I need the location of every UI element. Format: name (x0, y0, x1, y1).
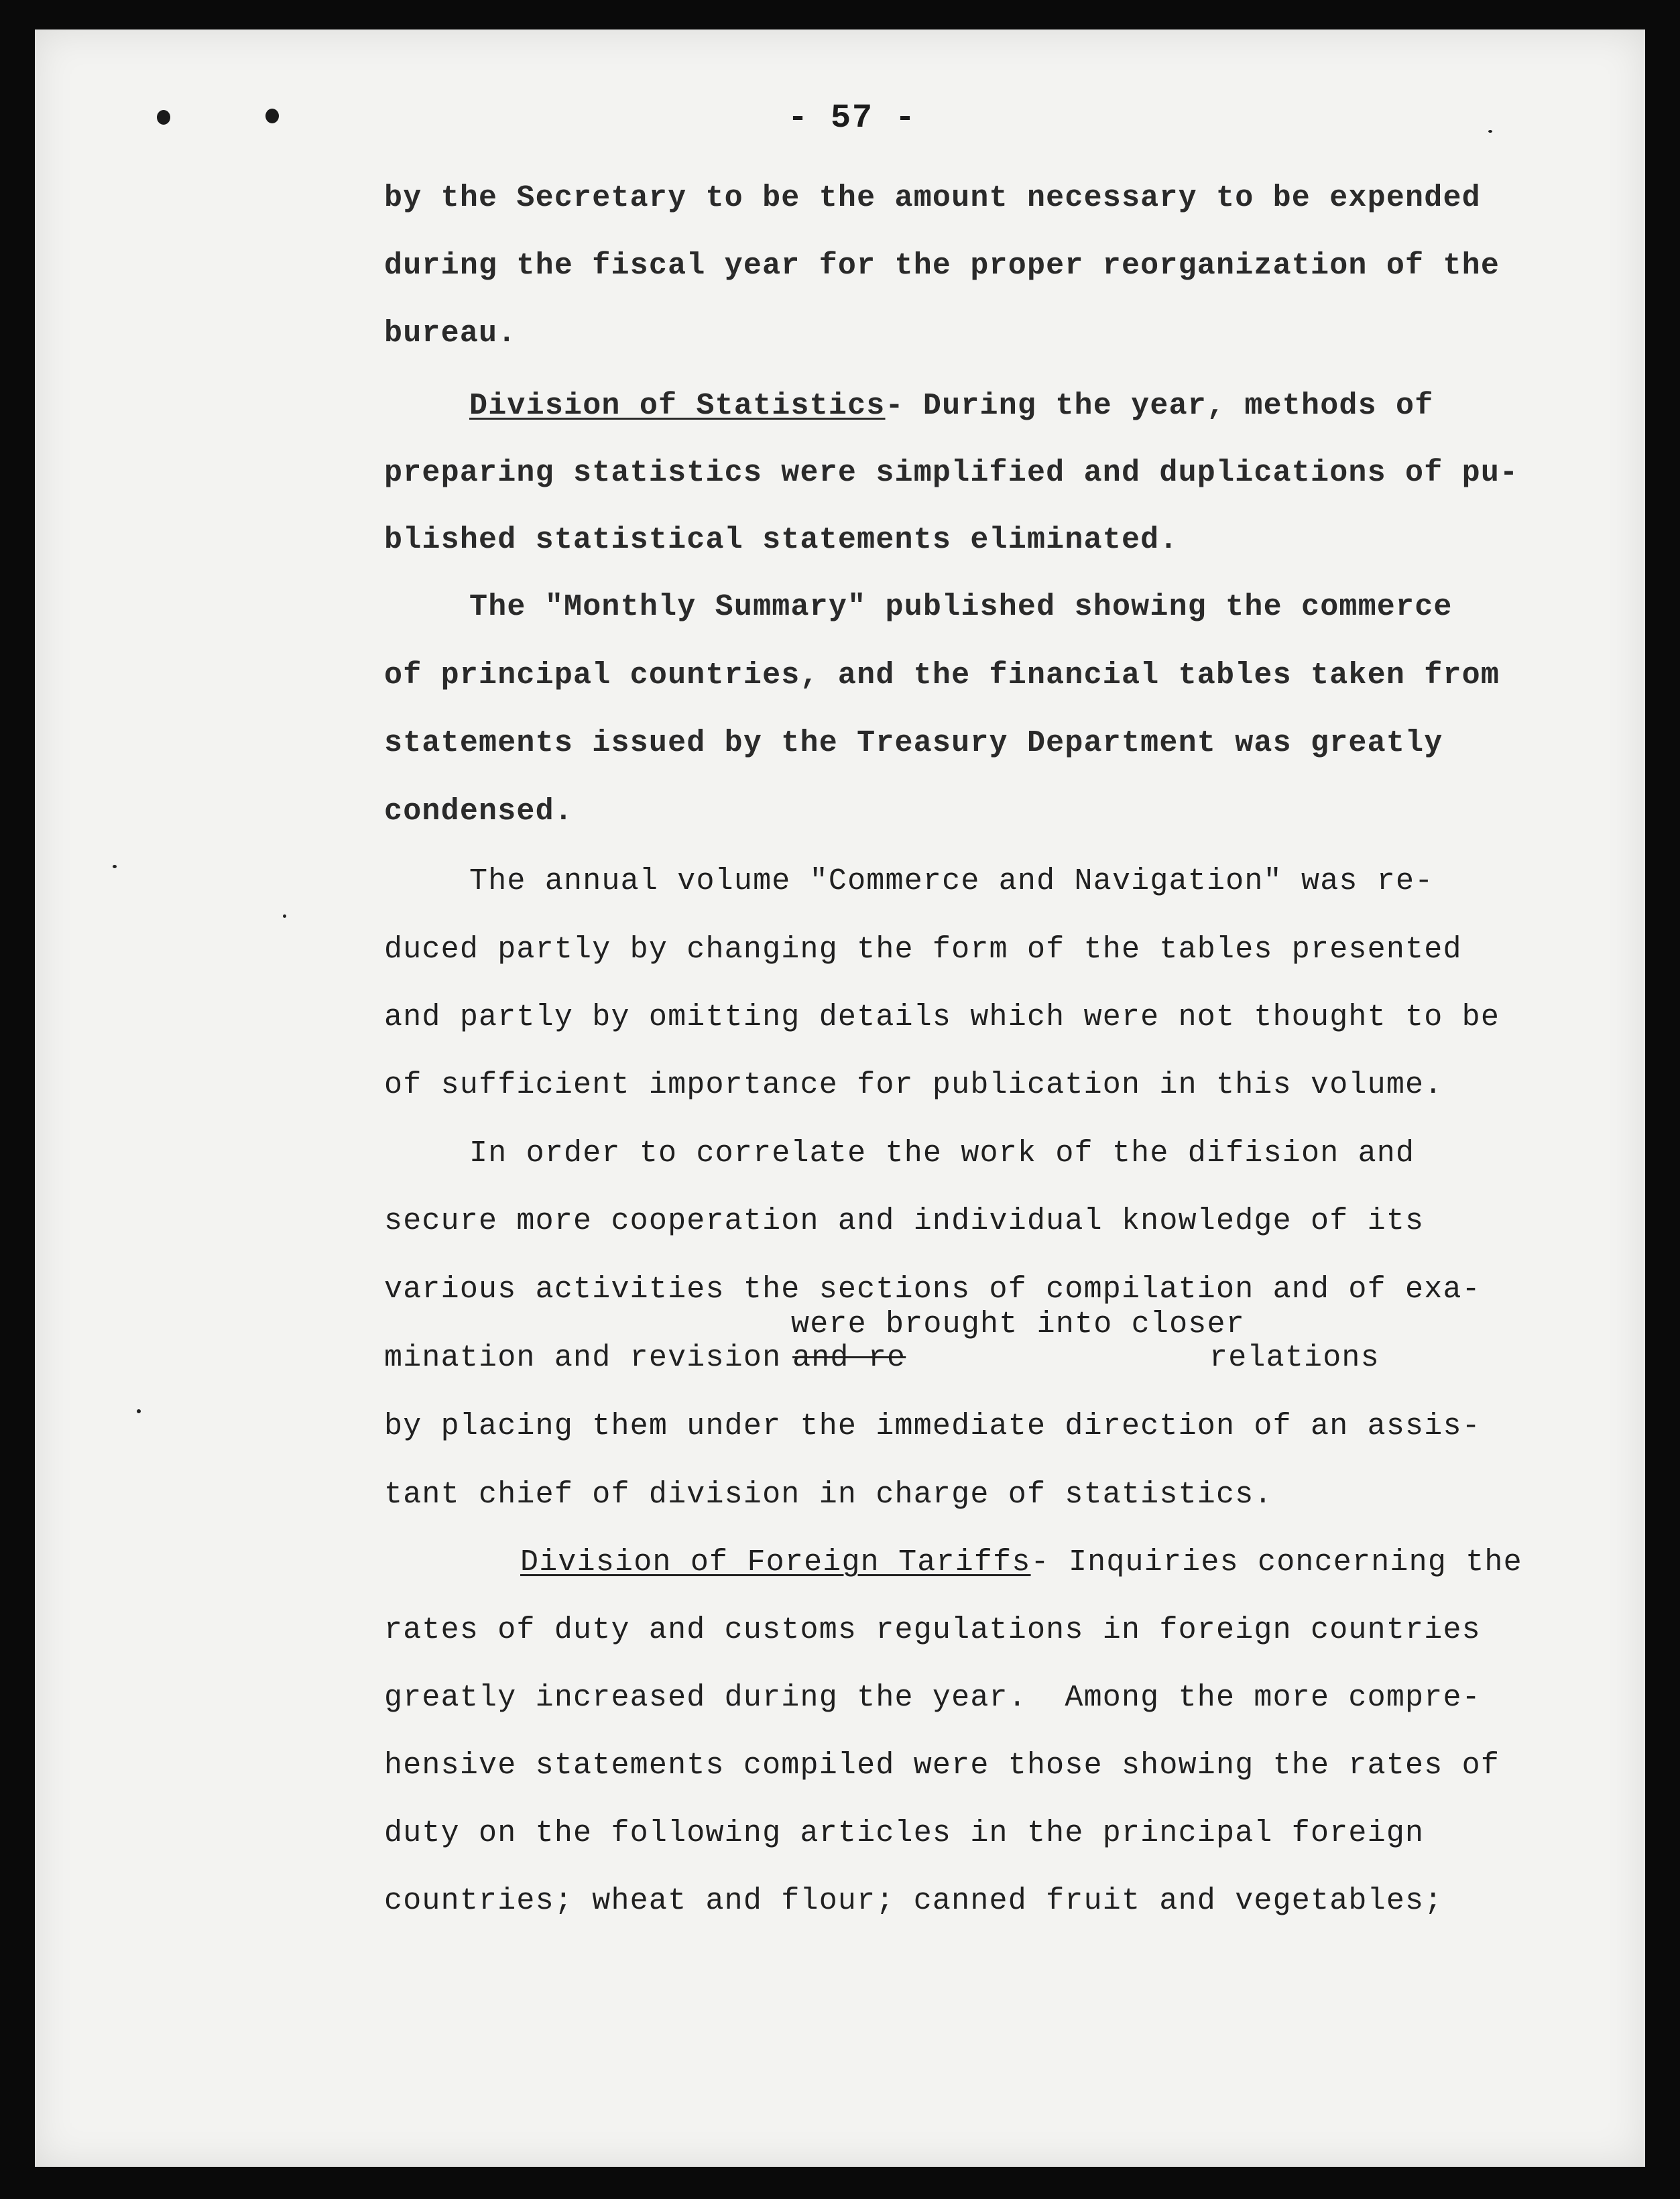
text-line: greatly increased during the year. Among the more compre- (384, 1681, 1481, 1715)
text-line (469, 389, 1433, 424)
section-heading: Division of Foreign Tariffs (520, 1545, 1031, 1580)
inserted-text: were brought into closer (791, 1307, 1245, 1342)
text-line: and partly by omitting details which were not thought to be (384, 1000, 1500, 1034)
speck (137, 1409, 141, 1413)
text-line: rates of duty and customs regulations in foreign countries (384, 1613, 1481, 1647)
text-line: tant chief of division in charge of statistics. (384, 1478, 1273, 1512)
text-line: by placing them under the immediate direction of an assis- (384, 1409, 1481, 1443)
text-line: mination and revision (384, 1341, 782, 1375)
text-line: statements issued by the Treasury Department was greatly (384, 726, 1443, 760)
text-line (520, 1545, 1522, 1580)
text-line: bureau. (384, 316, 517, 351)
text-run: - During the year, methods of (885, 389, 1434, 423)
punch-hole (265, 109, 279, 123)
speck (283, 914, 286, 918)
page-number: - 57 - (788, 99, 917, 137)
text-line: relations (1209, 1341, 1380, 1375)
text-line: countries; wheat and flour; canned fruit and vegetables; (384, 1884, 1443, 1918)
text-line: various activities the sections of compilation and of exa- (384, 1272, 1481, 1307)
text-line: hensive statements compiled were those showing the rates of (384, 1748, 1500, 1783)
text-line: blished statistical statements eliminated. (384, 523, 1179, 557)
text-line: The "Monthly Summary" published showing the commerce (469, 590, 1453, 624)
text-line: In order to correlate the work of the difision and (469, 1136, 1415, 1171)
text-line: duty on the following articles in the principal foreign (384, 1816, 1425, 1850)
speck (113, 865, 117, 868)
text-line: The annual volume "Commerce and Navigation" was re- (469, 864, 1434, 898)
text-run: - Inquiries concerning the (1030, 1545, 1522, 1580)
speck (1488, 130, 1492, 133)
section-heading: Division of Statistics (469, 389, 886, 423)
text-line: of principal countries, and the financial tables taken from (384, 658, 1500, 693)
text-line: preparing statistics were simplified and duplications of pu- (384, 456, 1519, 490)
text-line: during the fiscal year for the proper reorganization of the (384, 249, 1500, 283)
punch-hole (157, 110, 170, 125)
struck-text: and re (792, 1341, 906, 1375)
text-line: condensed. (384, 794, 574, 829)
text-line: secure more cooperation and individual knowledge of its (384, 1204, 1425, 1238)
text-line: by the Secretary to be the amount necessary to be expended (384, 181, 1481, 215)
text-line: duced partly by changing the form of the tables presented (384, 933, 1462, 967)
text-line: of sufficient importance for publication in this volume. (384, 1068, 1443, 1102)
